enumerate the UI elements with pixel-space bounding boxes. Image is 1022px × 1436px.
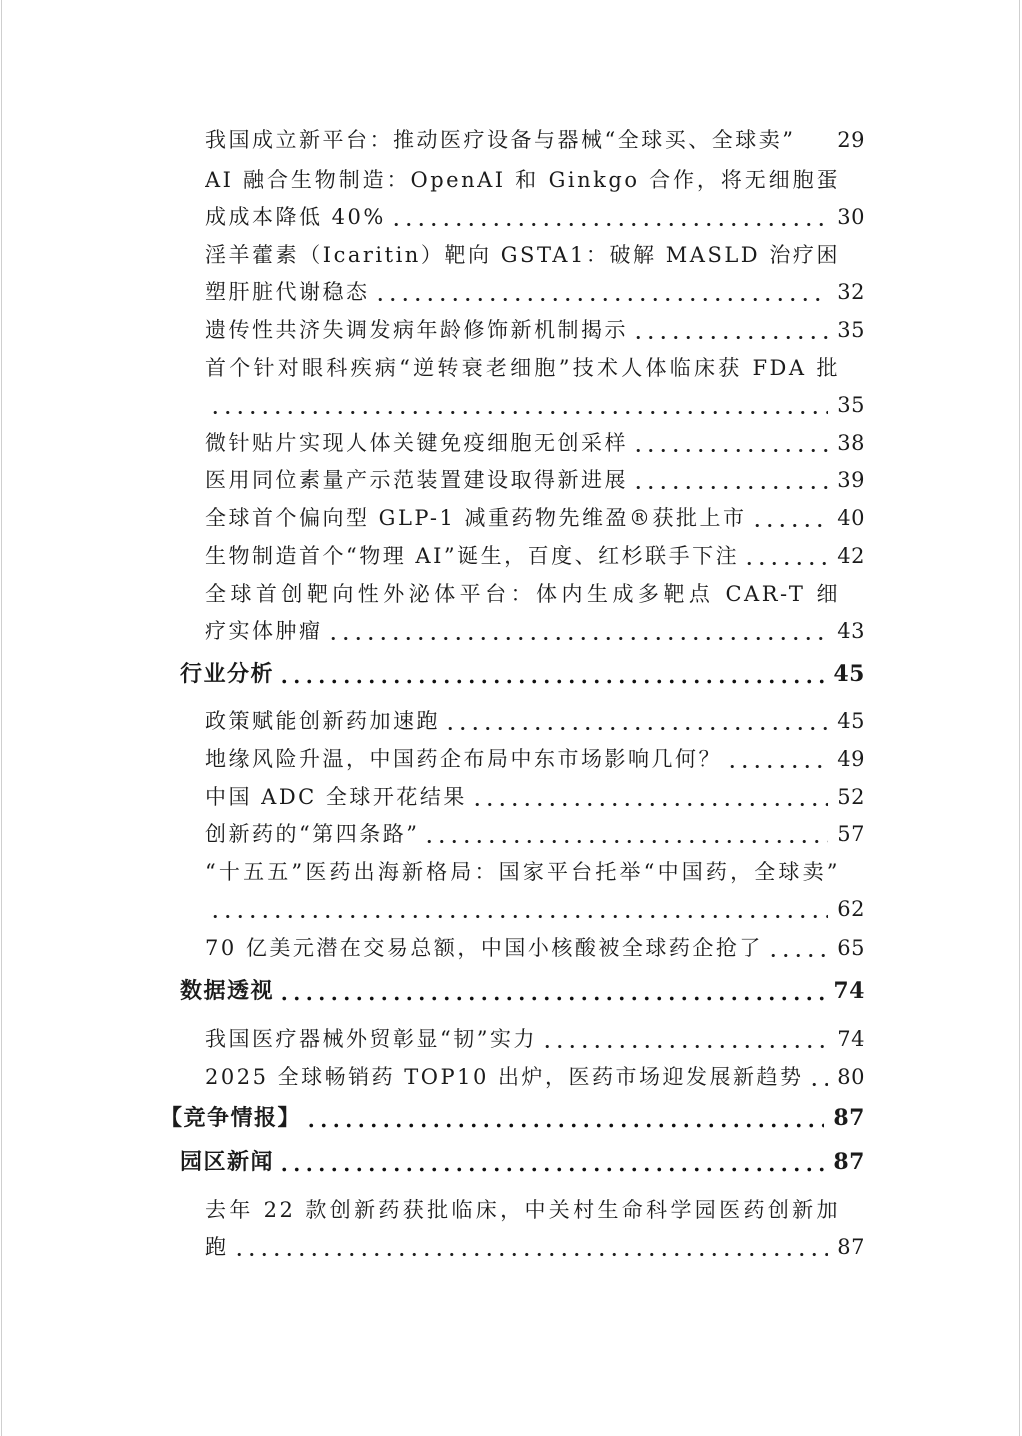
- toc-entry[interactable]: [205, 538, 865, 575]
- toc-entry-last-line: [205, 891, 865, 928]
- dot-leader: [327, 613, 829, 650]
- toc-entry-title: 我国医疗器械外贸彰显“韧”实力: [205, 1027, 537, 1051]
- dot-leader: [751, 500, 828, 537]
- toc-section-title: 行业分析: [180, 661, 275, 687]
- toc-entry-line: [205, 741, 865, 778]
- toc-page-number: 74: [837, 1027, 865, 1051]
- dot-leader: [209, 891, 828, 928]
- toc-entry[interactable]: [205, 816, 865, 853]
- toc-entry[interactable]: [205, 1059, 865, 1096]
- toc-section-title: 数据透视: [180, 978, 275, 1004]
- toc-entry-line: [205, 500, 865, 537]
- toc-entry-line: [205, 1021, 865, 1058]
- toc-page-number: 52: [837, 785, 865, 809]
- toc-page-number: 57: [837, 822, 865, 846]
- toc-page-number: 49: [837, 747, 865, 771]
- toc-entry-line: [205, 1059, 865, 1096]
- toc-page-number: 65: [837, 936, 865, 960]
- toc-section-heading[interactable]: [180, 1144, 865, 1181]
- toc-page-number: 62: [837, 897, 865, 921]
- toc-entry[interactable]: [205, 237, 865, 311]
- toc-page-number: 87: [833, 1105, 865, 1131]
- toc-entry-line: [180, 656, 865, 693]
- toc-entry-title: 生物制造首个“物理 AI”诞生，百度、红杉联手下注: [205, 544, 740, 568]
- toc-entry-title-line: “十五五”医药出海新格局：国家平台托举“中国药，全球卖”: [205, 860, 840, 884]
- dot-leader: [541, 1021, 828, 1058]
- toc-entry-title: 我国成立新平台：推动医疗设备与器械“全球买、全球卖”: [205, 128, 796, 152]
- toc-entry-title-line: AI 融合生物制造：OpenAI 和 Ginkgo 合作，将无细胞蛋: [205, 168, 840, 192]
- dot-leader: [726, 741, 828, 778]
- toc-page-number: 39: [837, 468, 865, 492]
- toc-section-title: 园区新闻: [180, 1149, 275, 1175]
- toc-entry[interactable]: [205, 162, 865, 236]
- toc-entry-title: 全球首个偏向型 GLP-1 减重药物先维盈®获批上市: [205, 506, 747, 530]
- toc-entry[interactable]: [205, 779, 865, 816]
- toc-page-number: 38: [837, 431, 865, 455]
- toc-section-heading[interactable]: [180, 656, 865, 693]
- toc-entry[interactable]: [205, 854, 865, 928]
- toc-page-number: 29: [837, 128, 865, 152]
- toc-entry-line: [205, 538, 865, 575]
- toc-entry-last-line: [205, 613, 865, 650]
- toc-entry-line: [205, 462, 865, 499]
- page-edge-left: [1, 0, 2, 1436]
- toc-entry-title: 遗传性共济失调发病年龄修饰新机制揭示: [205, 318, 628, 342]
- toc-entry-title: 成成本降低 40%: [205, 205, 386, 229]
- toc-entry[interactable]: [205, 930, 865, 967]
- toc-entry-title: 疗实体肿瘤: [205, 619, 323, 643]
- toc-page-number: 35: [837, 318, 865, 342]
- toc-entry[interactable]: [205, 741, 865, 778]
- toc-entry-title: 创新药的“第四条路”: [205, 822, 420, 846]
- toc-entry-title: 医用同位素量产示范装置建设取得新进展: [205, 468, 628, 492]
- toc-entry[interactable]: [205, 576, 865, 650]
- toc-entry-line: [205, 122, 865, 159]
- dot-leader: [743, 538, 828, 575]
- toc-entry-last-line: [205, 387, 865, 424]
- toc-entry-line: [205, 703, 865, 740]
- dot-leader: [767, 930, 828, 967]
- toc-page-number: 87: [833, 1149, 865, 1175]
- toc-entry[interactable]: [205, 425, 865, 462]
- toc-entry-line: [205, 930, 865, 967]
- toc-entry-line: [205, 779, 865, 816]
- toc-entry-line: [205, 816, 865, 853]
- toc-page-number: 40: [837, 506, 865, 530]
- toc-entry[interactable]: [205, 462, 865, 499]
- dot-leader: [808, 1059, 828, 1096]
- dot-leader: [374, 274, 829, 311]
- toc-entry[interactable]: [205, 312, 865, 349]
- toc-entry-title: 中国 ADC 全球开花结果: [205, 785, 467, 809]
- toc-page-number: 35: [837, 393, 865, 417]
- dot-leader: [444, 703, 828, 740]
- toc-entry-title-line: 全球首创靶向性外泌体平台：体内生成多靶点 CAR-T 细: [205, 582, 840, 606]
- toc-page-number: 32: [837, 280, 865, 304]
- toc-page-number: 80: [837, 1065, 865, 1089]
- toc-entry-line: [180, 1144, 865, 1181]
- dot-leader: [471, 779, 828, 816]
- toc-entry[interactable]: [205, 122, 865, 159]
- toc-page-number: 45: [837, 709, 865, 733]
- dot-leader: [632, 425, 828, 462]
- dot-leader: [278, 973, 824, 1010]
- dot-leader: [278, 656, 824, 693]
- toc-entry[interactable]: [205, 703, 865, 740]
- toc-entry-last-line: [205, 274, 865, 311]
- toc-page-number: 42: [837, 544, 865, 568]
- toc-entry-title: 微针贴片实现人体关键免疫细胞无创采样: [205, 431, 628, 455]
- toc-entry[interactable]: [205, 1192, 865, 1266]
- toc-entry-title: 跑: [205, 1235, 229, 1259]
- toc-entry-line: [180, 973, 865, 1010]
- dot-leader: [632, 312, 828, 349]
- dot-leader: [278, 1144, 824, 1181]
- dot-leader: [632, 462, 828, 499]
- dot-leader: [390, 199, 828, 236]
- dot-leader: [233, 1229, 829, 1266]
- toc-entry-title: 地缘风险升温，中国药企布局中东市场影响几何？: [205, 747, 722, 771]
- toc-page-number: 87: [837, 1235, 865, 1259]
- toc-page-number: 74: [833, 978, 865, 1004]
- toc-chapter-title: 【竞争情报】: [160, 1105, 302, 1131]
- toc-entry-last-line: [205, 1229, 865, 1266]
- toc-entry-last-line: [205, 199, 865, 236]
- toc-entry[interactable]: [205, 500, 865, 537]
- toc-entry-title-line: 淫羊藿素（Icaritin）靶向 GSTA1：破解 MASLD 治疗困: [205, 243, 840, 267]
- dot-leader: [305, 1100, 824, 1137]
- toc-entry-title: 2025 全球畅销药 TOP10 出炉，医药市场迎发展新趋势: [205, 1065, 804, 1089]
- dot-leader: [423, 816, 828, 853]
- toc-entry-line: [205, 425, 865, 462]
- toc-chapter-heading[interactable]: [160, 1100, 865, 1137]
- toc-entry-title-line: 去年 22 款创新药获批临床，中关村生命科学园医药创新加: [205, 1198, 840, 1222]
- toc-page-number: 30: [837, 205, 865, 229]
- dot-leader: [209, 387, 828, 424]
- toc-entry-title-line: 首个针对眼科疾病“逆转衰老细胞”技术人体临床获 FDA 批: [205, 356, 840, 380]
- toc-entry-title: 70 亿美元潜在交易总额，中国小核酸被全球药企抢了: [205, 936, 763, 960]
- toc-entry-title: 塑肝脏代谢稳态: [205, 280, 370, 304]
- toc-section-heading[interactable]: [180, 973, 865, 1010]
- page-edge-right: [1019, 0, 1020, 1436]
- toc-entry[interactable]: [205, 350, 865, 424]
- toc-entry[interactable]: [205, 1021, 865, 1058]
- toc-entry-title: 政策赋能创新药加速跑: [205, 709, 440, 733]
- toc-page-number: 43: [837, 619, 865, 643]
- toc-entry-line: [160, 1100, 865, 1137]
- toc-entry-line: [205, 312, 865, 349]
- toc-page-number: 45: [833, 661, 865, 687]
